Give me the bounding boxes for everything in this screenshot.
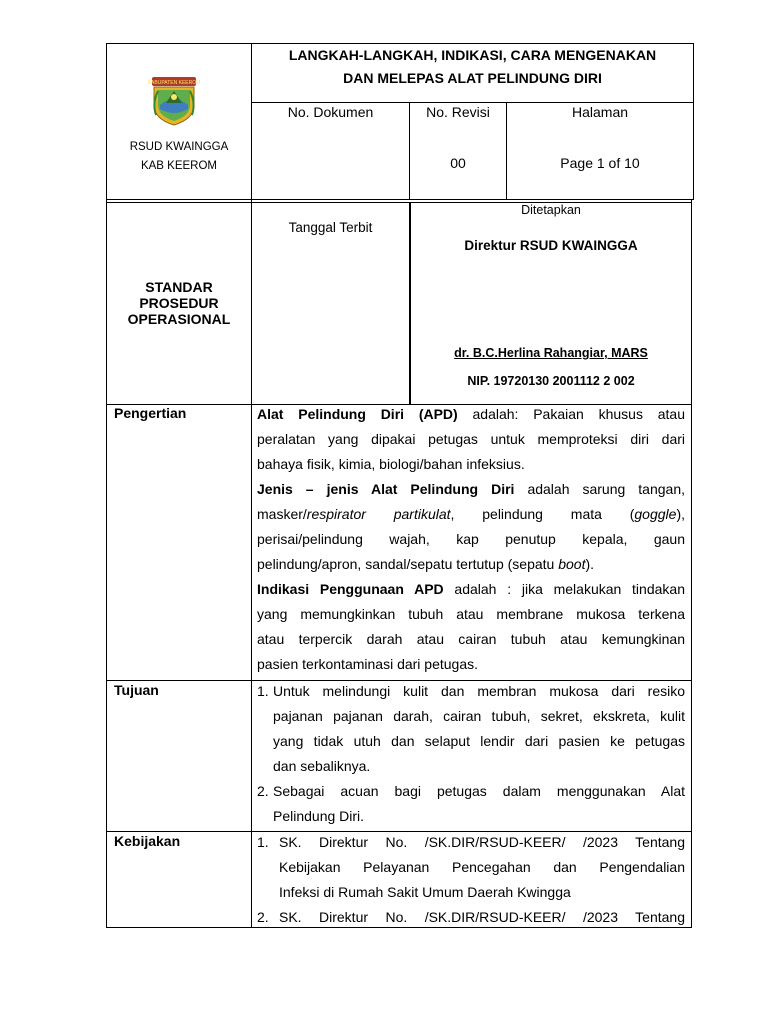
table-border-right-top [693,43,694,200]
director-nip: NIP. 19720130 2001112 2 002 [467,374,635,388]
tujuan-line: pajanan pajanan darah, cairan tubuh, sekret, ekskreta, kulit [273,708,685,724]
pengertian-line [257,502,685,527]
column-divider [251,43,252,928]
document-title-line2: DAN MELEPAS ALAT PELINDUNG DIRI [343,70,602,86]
list-number: 2. [257,909,269,925]
header-bottom-line-1 [106,199,694,200]
sop-title [107,279,251,327]
kebijakan-content [257,830,685,930]
tujuan-line: Untuk melindungi kulit dan membran mukosa dari resiko [273,683,685,699]
kebijakan-item-1 [257,830,685,905]
jenis-term: Jenis – jenis Alat Pelindung Diri [257,481,515,497]
pengertian-line [257,402,685,427]
tujuan-line: Pelindung Diri. [273,808,365,824]
kebijakan-item-2 [257,905,685,930]
director-name-text: dr. B.C.Herlina Rahangiar, MARS [454,346,648,360]
list-number: 1. [257,834,269,850]
pengertian-text: adalah sarung tangan, [514,481,685,497]
hospital-name-line2: KAB KEEROM [140,160,218,172]
doc-no-label: No. Dokumen [287,104,374,120]
pengertian-line [257,577,685,602]
pengertian-line: perisai/pelindung wajah, kap penutup kepala, gaun [257,531,685,547]
pengertian-text: , pelindung mata ( [450,506,635,522]
logo-emblem-icon [148,75,200,127]
tujuan-line: Sebagai acuan bagi petugas dalam menggunakan Alat [273,783,685,799]
kebijakan-line: Kebijakan Pelayanan Pencegahan dan Pengendalian [279,859,685,875]
sop-divider-shadow [409,202,410,404]
ditetapkan-label: Ditetapkan [521,203,581,217]
director-title: Direktur RSUD KWAINGGA [464,238,638,253]
halaman-value: Page 1 of 10 [560,155,640,171]
pengertian-content [257,402,685,677]
pengertian-text: adalah : jika melakukan tindakan [443,581,685,597]
list-number: 1. [257,683,269,699]
apd-term: Alat Pelindung Diri (APD) [257,406,458,422]
pengertian-line: peralatan yang dipakai petugas untuk memproteksi diri dari [257,431,685,447]
hospital-name [107,138,251,176]
halaman-label: Halaman [571,104,629,120]
list-number: 2. [257,783,269,799]
hospital-name-line1: RSUD KWAINGGA [129,141,229,153]
table-border-right [691,200,692,928]
sop-title-line1: STANDAR [145,279,213,295]
pengertian-text: adalah: Pakaian khusus atau [457,406,685,422]
document-title [252,44,693,90]
title-divider [251,102,694,103]
tujuan-item-2 [257,779,685,829]
indikasi-term: Indikasi Penggunaan APD [257,581,444,597]
pengertian-line: atau terpercik darah atau cairan tubuh atau kemungkinan [257,631,685,647]
sop-title-line2: PROSEDUR [139,295,219,311]
pengertian-italic: goggle [634,506,677,522]
pengertian-line: bahaya fisik, kimia, biologi/bahan infeksius. [257,456,525,472]
pengertian-text: ), [676,506,685,522]
kebijakan-line: Infeksi di Rumah Sakit Umum Daerah Kwingga [279,884,571,900]
director-name [411,346,691,360]
kabupaten-logo [148,75,200,127]
revisi-value: 00 [450,155,466,171]
document-title-line1: LANGKAH-LANGKAH, INDIKASI, CARA MENGENAKAN [288,47,657,63]
logo-text: KABUPATEN KEEROM [148,80,200,86]
pengertian-label: Pengertian [114,405,187,421]
tujuan-line: yang tidak utuh dan selaput lendir dari pasien ke petugas [273,733,685,749]
pengertian-text: masker/ [257,506,307,522]
pengertian-line [257,552,685,577]
tujuan-label: Tujuan [114,682,159,698]
kebijakan-line: SK. Direktur No. /SK.DIR/RSUD-KEER/ /2023 Tentang [279,834,685,850]
pengertian-text: ). [585,556,595,572]
kebijakan-label: Kebijakan [114,833,181,849]
pengertian-italic: respirator partikulat [306,506,451,522]
tujuan-line: dan sebaliknya. [273,758,371,774]
pengertian-line [257,477,685,502]
pengertian-italic: boot [558,556,586,572]
kebijakan-line: SK. Direktur No. /SK.DIR/RSUD-KEER/ /2023 Tentang [279,909,685,925]
pengertian-text: pelindung/apron, sandal/sepatu tertutup (sepatu [257,556,559,572]
tujuan-item-1 [257,679,685,779]
revisi-label: No. Revisi [426,104,490,120]
tanggal-terbit-label: Tanggal Terbit [288,220,373,235]
sop-title-line3: OPERASIONAL [127,311,231,327]
pengertian-line: yang memungkinkan tubuh atau membrane mukosa terkena [257,606,685,622]
pengertian-line: pasien terkontaminasi dari petugas. [257,656,479,672]
tujuan-content [257,679,685,829]
